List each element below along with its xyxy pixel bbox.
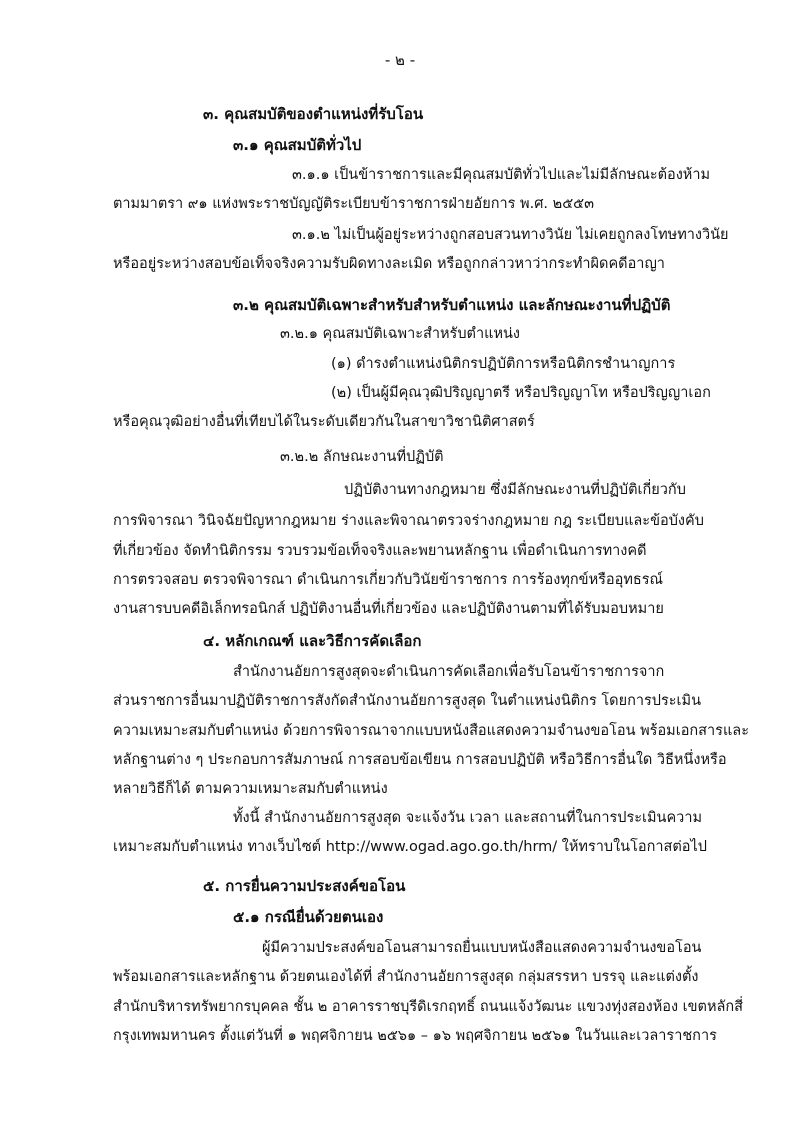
section-4-para-1-line-5: หลายวิธีก็ได้ ตามความเหมาะสมกับตำแหน่ง [113, 781, 388, 797]
page-number: - ๒ - [384, 51, 416, 69]
section-3-2-1-item-2: (๒) เป็นผู้มีคุณวุฒิปริญญาตรี หรือปริญญาโท หรือปริญญาเอก [331, 385, 711, 401]
section-3-2-2-line-1: ปฏิบัติงานทางกฎหมาย ซึ่งมีลักษณะงานที่ปฏิบัติเกี่ยวกับ [344, 482, 686, 498]
section-3-2-2-line-5: งานสารบบคดีอิเล็กทรอนิกส์ ปฏิบัติงานอื่นที่เกี่ยวข้อง และปฏิบัติงานตามที่ได้รับมอบหมาย [113, 601, 664, 617]
section-5-1-line-1: ผู้มีความประสงค์ขอโอนสามารถยื่นแบบหนังสือแสดงความจำนงขอโอน [262, 940, 702, 956]
section-3-2-2: ๓.๒.๒ ลักษณะงานที่ปฏิบัติ [280, 449, 444, 465]
section-3-1-2-line-1: ๓.๑.๒ ไม่เป็นผู้อยู่ระหว่างถูกสอบสวนทางวินัย ไม่เคยถูกลงโทษทางวินัย [292, 227, 729, 243]
section-3-1-1-line-1: ๓.๑.๑ เป็นข้าราชการและมีคุณสมบัติทั่วไปและไม่มีลักษณะต้องห้าม [292, 167, 711, 183]
section-3-2-2-line-2: การพิจารณา วินิจฉัยปัญหากฎหมาย ร่างและพิจาณาตรวจร่างกฎหมาย กฎ ระเบียบและข้อบังคับ [113, 513, 704, 529]
section-4-para-1-line-4: หลักฐานต่าง ๆ ประกอบการสัมภาษณ์ การสอบข้อเขียน การสอบปฏิบัติ หรือวิธีการอื่นใด วิธีหนึ่งหรือ [113, 752, 727, 768]
section-5-1-line-3: สำนักบริหารทรัพยากรบุคคล ชั้น ๒ อาคารราชบุรีดิเรกฤทธิ์ ถนนแจ้งวัฒนะ แขวงทุ่งสองห้อง เขตหลักสี่ [113, 999, 744, 1015]
section-4-para-1-line-3: ความเหมาะสมกับตำแหน่ง ด้วยการพิจารณาจากแบบหนังสือแสดงความจำนงขอโอน พร้อมเอกสารและ [113, 723, 749, 739]
section-3-heading: ๓. คุณสมบัติของตำแหน่งที่รับโอน [203, 105, 424, 123]
section-5-1-heading: ๕.๑ กรณียื่นด้วยตนเอง [233, 908, 384, 926]
section-3-1-heading: ๓.๑ คุณสมบัติทั่วไป [233, 136, 362, 154]
section-5-heading: ๕. การยื่นความประสงค์ขอโอน [203, 877, 406, 895]
section-3-2-1-item-2-cont: หรือคุณวุฒิอย่างอื่นที่เทียบได้ในระดับเดียวกันในสาขาวิชานิติศาสตร์ [113, 414, 535, 430]
section-4-para-2-line-2: เหมาะสมกับตำแหน่ง ทางเว็บไซต์ http://www.ogad.ago.go.th/hrm/ ให้ทราบในโอกาสต่อไป [113, 839, 707, 855]
section-4-heading: ๔. หลักเกณฑ์ และวิธีการคัดเลือก [203, 632, 422, 650]
section-3-2-heading: ๓.๒ คุณสมบัติเฉพาะสำหรับสำหรับตำแหน่ง และลักษณะงานที่ปฏิบัติ [233, 296, 671, 314]
section-4-para-2-line-1: ทั้งนี้ สำนักงานอัยการสูงสุด จะแจ้งวัน เวลา และสถานที่ในการประเมินความ [233, 810, 703, 826]
section-3-2-1-item-1: (๑) ดำรงตำแหน่งนิติกรปฏิบัติการหรือนิติกรชำนาญการ [331, 356, 676, 372]
section-3-1-2-line-2: หรืออยู่ระหว่างสอบข้อเท็จจริงความรับผิดทางละเมิด หรือถูกกล่าวหาว่ากระทำผิดคดีอาญา [113, 256, 665, 272]
section-3-2-2-line-3: ที่เกี่ยวข้อง จัดทำนิติกรรม รวบรวมข้อเท็จจริงและพยานหลักฐาน เพื่อดำเนินการทางคดี [113, 543, 647, 559]
section-3-2-1: ๓.๒.๑ คุณสมบัติเฉพาะสำหรับตำแหน่ง [280, 326, 521, 342]
section-3-2-2-line-4: การตรวจสอบ ตรวจพิจารณา ดำเนินการเกี่ยวกับวินัยข้าราชการ การร้องทุกข์หรืออุทธรณ์ [113, 572, 664, 588]
section-5-1-line-2: พร้อมเอกสารและหลักฐาน ด้วยตนเองได้ที่ สำนักงานอัยการสูงสุด กลุ่มสรรหา บรรจุ และแต่งตั้ง [113, 969, 699, 985]
section-4-para-1-line-2: ส่วนราชการอื่นมาปฏิบัติราชการสังกัดสำนักงานอัยการสูงสุด ในตำแหน่งนิติกร โดยการประเมิน [113, 693, 701, 709]
section-3-1-1-line-2: ตามมาตรา ๙๑ แห่งพระราชบัญญัติระเบียบข้าราชการฝ่ายอัยการ พ.ศ. ๒๕๕๓ [113, 196, 595, 212]
section-4-para-1-line-1: สำนักงานอัยการสูงสุดจะดำเนินการคัดเลือกเพื่อรับโอนข้าราชการจาก [233, 664, 665, 680]
section-5-1-line-4: กรุงเทพมหานคร ตั้งแต่วันที่ ๑ พฤศจิกายน ๒๕๖๑ – ๑๖ พฤศจิกายน ๒๕๖๑ ในวันและเวลาราชการ [113, 1028, 717, 1044]
